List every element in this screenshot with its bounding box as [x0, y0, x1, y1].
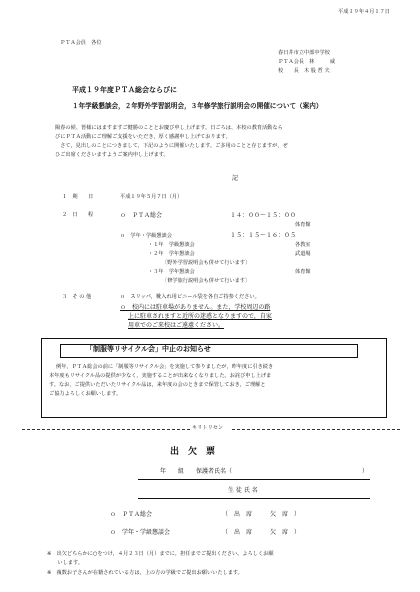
ki-heading: 記 — [232, 175, 239, 182]
title-line-1: 平成１９年度ＰＴＡ総会ならびに — [72, 86, 177, 94]
note-2: ※ 複数お子さんが在籍されている方は，上の方の学級でご提出お願いいたします。 — [47, 570, 243, 576]
grade2-note: 〔野外学習説明会も併せて行います〕 — [162, 260, 251, 266]
other-parking-3: 用車でのご来校はご遠慮ください。 — [128, 322, 225, 329]
grade2-place: 武道場 — [295, 251, 311, 257]
date-value: 平成１９年５月７日（月） — [120, 194, 183, 200]
grade1-place: 各教室 — [295, 242, 311, 248]
pta-meeting-attendance-label: ｏ ＰＴＡ総会 — [110, 511, 153, 518]
pta-meeting-name: ｏ ＰＴＡ総会 — [120, 212, 163, 219]
class-meeting-attendance-label: ｏ 学年・学級懇談会 — [110, 529, 171, 536]
note-1-cont: いします。 — [47, 560, 83, 566]
class-meeting-time: １５：１５～１６：０５ — [230, 232, 297, 239]
intro-line-2: びにＰＴＡ活動にご理解ご支援をいただき，厚く感謝申し上げております。 — [55, 134, 231, 140]
issue-date: 平成１９年４月１７日 — [338, 9, 390, 15]
addressee: ＰＴＡ会員 各位 — [60, 40, 102, 46]
sender-school: 春日井市立中部中学校 — [278, 50, 330, 56]
other-parking-1: ｏ 校内には駐車場がありません。また，学校周辺の路 — [120, 304, 271, 311]
recycle-body-3: す。なお，ご提供いただいたリサイクル品は，来年度の会のときまで保管しておき，ご理解と — [49, 382, 266, 388]
grade3-note: 〔修学旅行説明会も併せて行います〕 — [162, 278, 251, 284]
recycle-body-2: 本年度もリサイクル品の提供が少なく，実施することが出来なくなりました。お詫び申し上げま — [49, 373, 272, 379]
program-label: ２ 日 程 — [62, 212, 94, 218]
intro-line-3: さて，見出しのことにつきまして，下記のように開催いたします。ご多用のことと存じますが，ぜ — [55, 143, 288, 149]
date-label: １ 期 日 — [62, 194, 94, 200]
student-name-line[interactable] — [138, 498, 370, 499]
grade3-place: 体育館 — [295, 269, 311, 275]
class-meeting-name: ｏ 学年・学級懇談会 — [120, 233, 172, 239]
intro-line-1: 陽春の候、皆様にはますますご健勝のこととお慶び申し上げます。日ごろは、本校の教育活動なら — [55, 125, 283, 131]
grade3-meeting: ・３年 学年懇談会 — [148, 269, 195, 275]
class-guardian-row-end: ） — [362, 468, 369, 475]
recycle-body-1: 例年，ＰＴＡ総会の前に「制服等リサイクル会」を実施して参りましたが，昨年度に引き続き — [56, 364, 274, 370]
pta-meeting-attendance-choice[interactable]: （ 出 席 欠 席 ） — [222, 511, 301, 518]
other-slippers: ｏ スリッパ，靴入れ用ビニール袋を各自ご持参ください。 — [120, 294, 260, 300]
intro-line-4: ひご出席くださいますようご案内申し上げます。 — [55, 152, 169, 158]
cut-line-label: キリトリセン — [192, 425, 224, 431]
other-label: ３ そ の 他 — [62, 294, 92, 300]
sender-pta-president: ＰＴＡ会長 林 威 — [278, 59, 336, 65]
sender-principal: 校 長 木 股 哲 夫 — [278, 68, 330, 74]
grade2-meeting: ・２年 学年懇談会 — [148, 251, 195, 257]
cut-line-right — [232, 429, 400, 430]
student-name-label: 生 徒 氏 名 — [228, 487, 258, 494]
note-1: ※ 出欠どちらかに○をつけ，４月２３日（月）までに，担任までご提出ください。よろしくお願 — [47, 551, 274, 557]
title-line-2: １年学級懇談会，２年野外学習説明会，３年修学旅行説明会の開催について（案内） — [72, 102, 323, 110]
guardian-name-line[interactable] — [138, 479, 370, 480]
grade1-meeting: ・１年 学級懇談会 — [148, 242, 195, 248]
recycle-heading: 「制服等リサイクル会」中止のお知らせ — [86, 345, 211, 353]
pta-meeting-time: １４：００～１５：００ — [230, 212, 297, 219]
recycle-body-4: ご協力よろしくお願いします。 — [49, 391, 122, 397]
attendance-form-title: 出 欠 票 — [170, 447, 216, 457]
class-meeting-attendance-choice[interactable]: （ 出 席 欠 席 ） — [222, 529, 301, 536]
cut-line-left — [22, 429, 190, 430]
pta-meeting-place: 体育館 — [295, 222, 311, 228]
class-guardian-row: 年 組 保護者氏名（ — [160, 468, 233, 475]
other-parking-2: 上に駐車されますと近所の迷惑となりますので，自家 — [128, 313, 272, 320]
